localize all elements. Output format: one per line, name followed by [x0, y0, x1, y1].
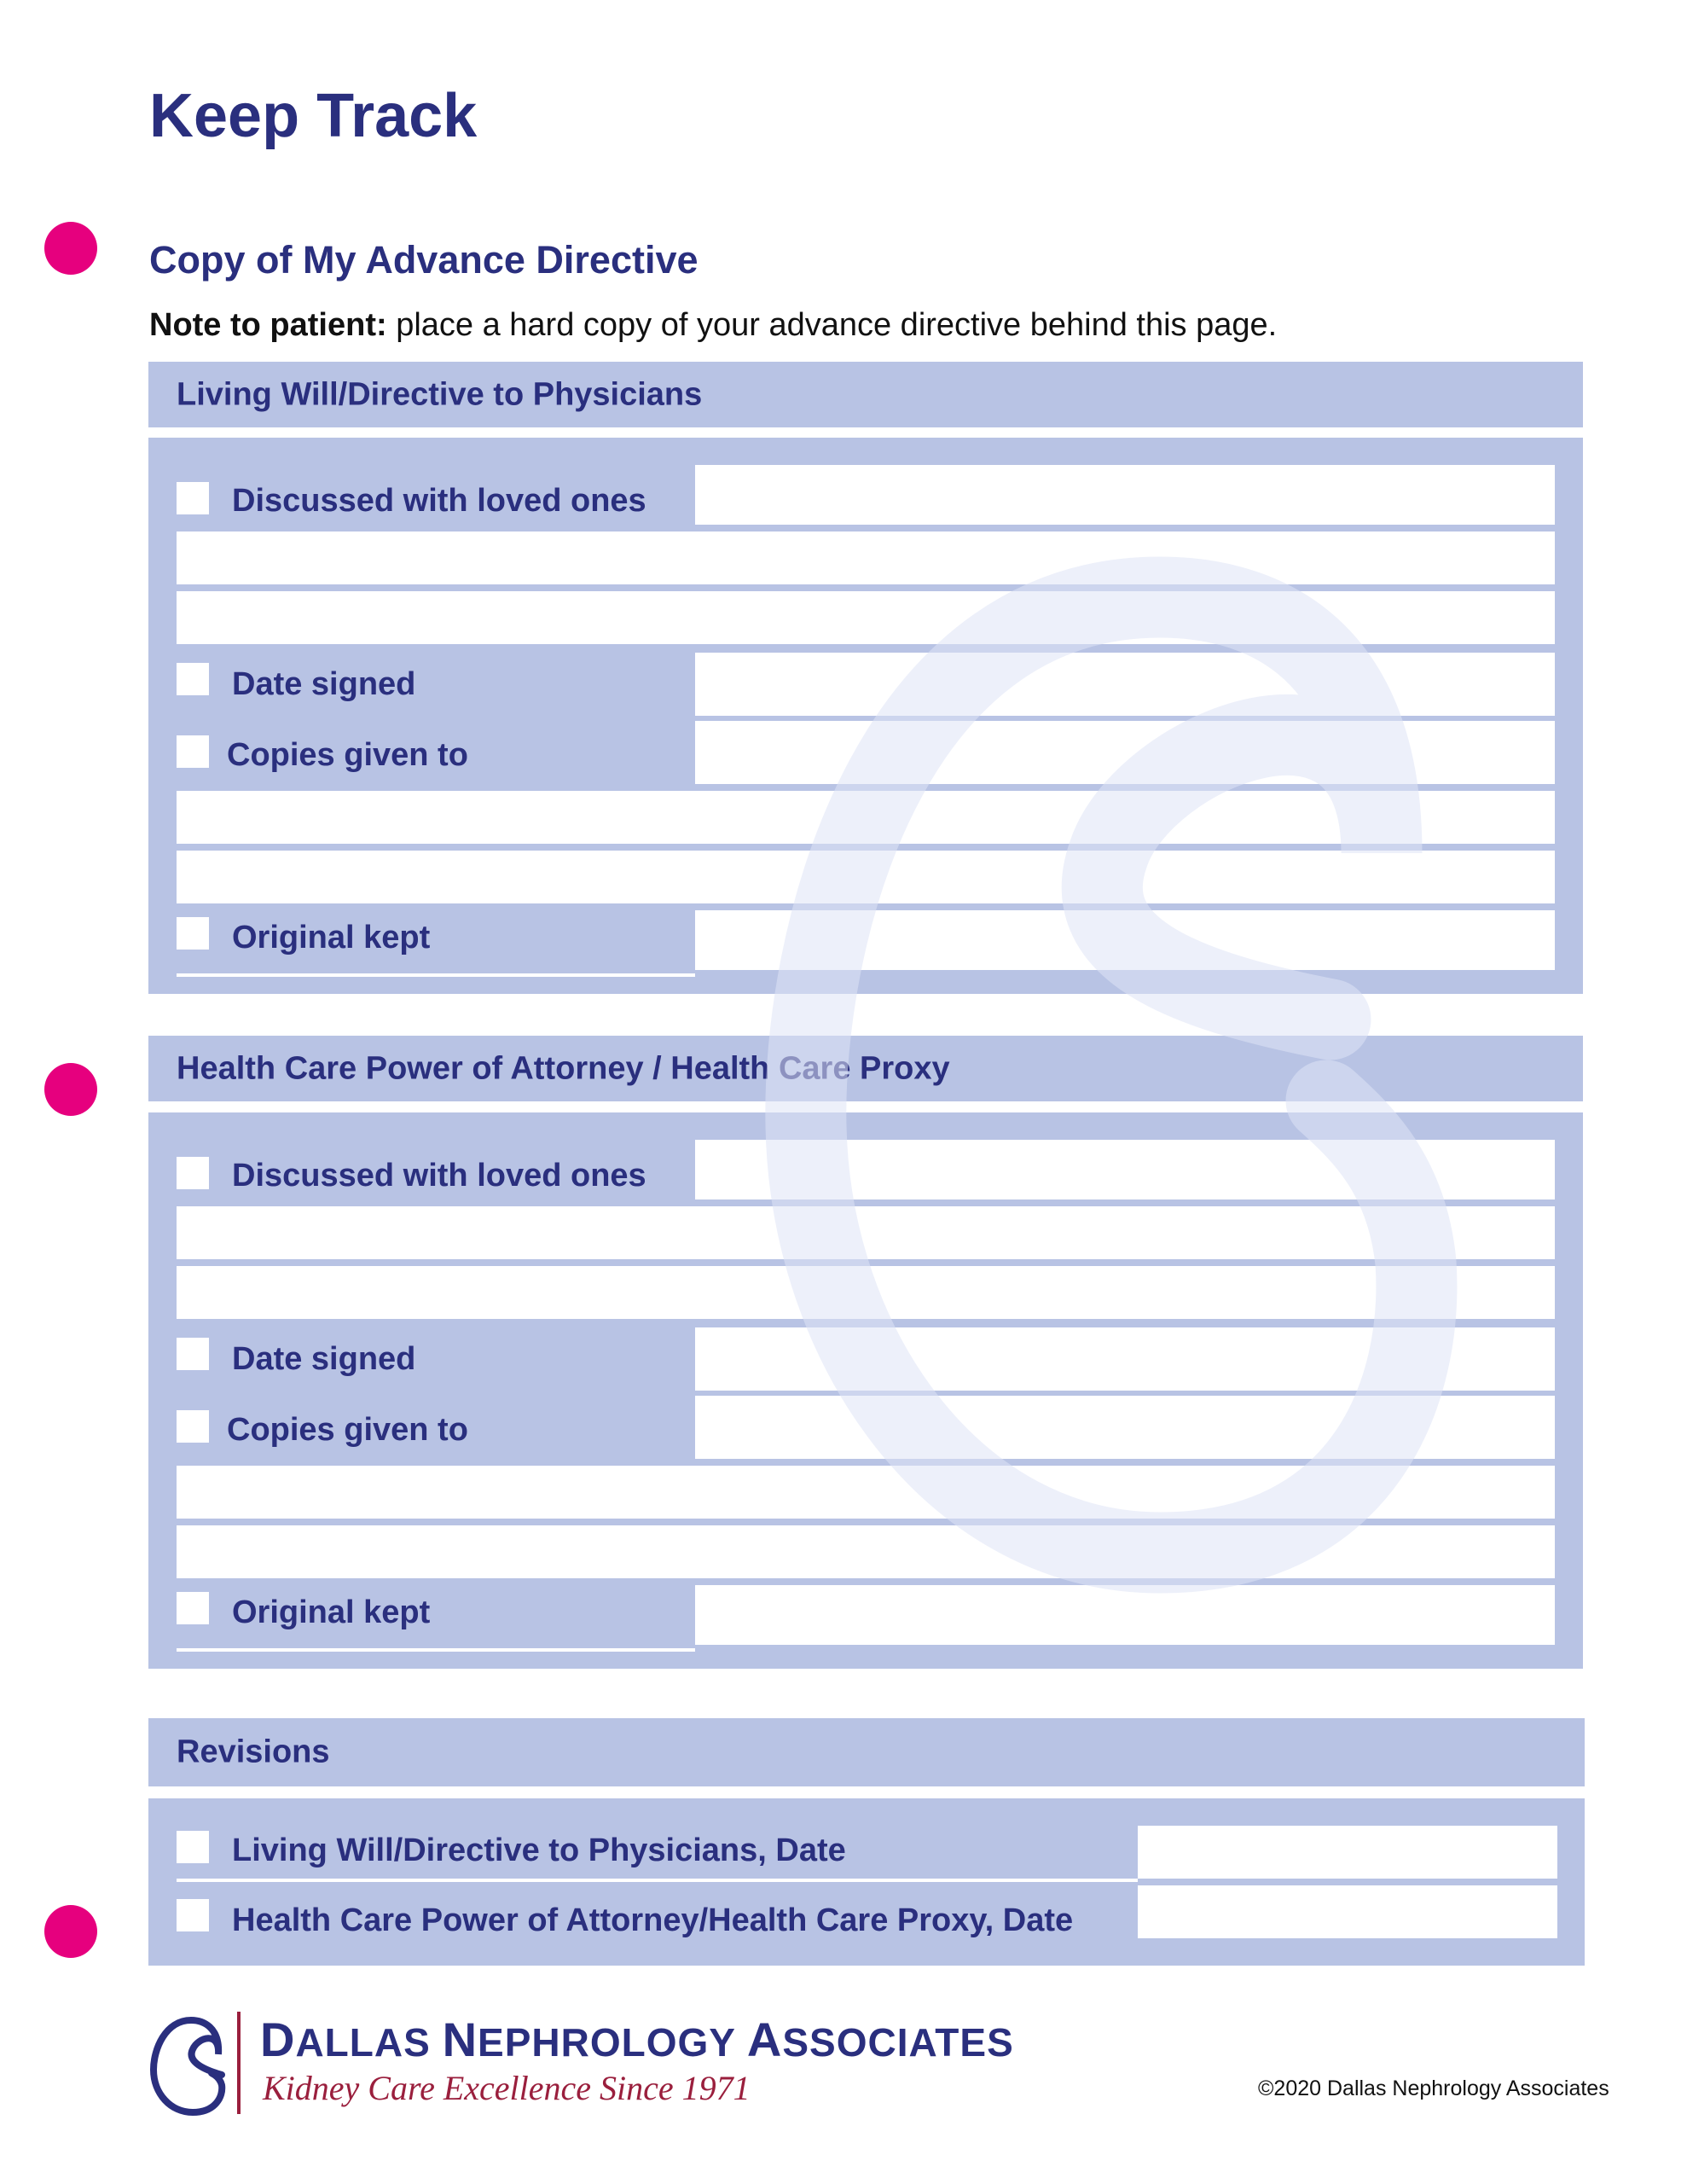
revision-living-will-label: Living Will/Directive to Physicians, Date	[232, 1833, 846, 1868]
copies-given-line-1[interactable]	[177, 791, 1555, 844]
patient-note	[149, 309, 1277, 341]
section-header-living-will	[148, 362, 1583, 427]
section-header-label: Living Will/Directive to Physicians	[177, 376, 703, 412]
organization-tagline: Kidney Care Excellence Since 1971	[263, 2069, 751, 2107]
copies-given-line-2[interactable]	[177, 1525, 1555, 1578]
discussed-notes-line-1[interactable]	[177, 1206, 1555, 1259]
discussed-field[interactable]	[695, 465, 1555, 525]
discussed-notes-line-2[interactable]	[177, 1266, 1555, 1319]
date-signed-checkbox[interactable]	[177, 663, 209, 695]
copies-given-field[interactable]	[695, 721, 1555, 784]
revision-living-will-date-field[interactable]	[1138, 1826, 1557, 1879]
copyright-notice: ©2020 Dallas Nephrology Associates	[1258, 2077, 1609, 2100]
discussed-label: Discussed with loved ones	[232, 483, 646, 519]
discussed-notes-line-1[interactable]	[177, 531, 1555, 584]
org-name-part-ssociates: SSOCIATES	[782, 2020, 1014, 2065]
revision-health-care-proxy-checkbox[interactable]	[177, 1899, 209, 1931]
punch-hole-bottom	[44, 1905, 97, 1958]
copies-given-line-2[interactable]	[177, 851, 1555, 903]
discussed-checkbox[interactable]	[177, 482, 209, 514]
revisions-panel	[148, 1798, 1585, 1966]
org-name-initial-a: A	[746, 2013, 783, 2066]
original-kept-underline	[177, 973, 695, 977]
original-kept-label: Original kept	[232, 920, 431, 956]
date-signed-label: Date signed	[232, 666, 416, 702]
date-signed-field[interactable]	[695, 653, 1555, 716]
copies-given-label: Copies given to	[227, 737, 468, 773]
org-name-part-ephrology: EPHROLOGY	[478, 2020, 747, 2065]
original-kept-underline	[177, 1648, 695, 1652]
dna-logo-icon	[147, 2015, 232, 2117]
note-text: place a hard copy of your advance directive behind this page.	[386, 307, 1278, 343]
org-name-initial-n: N	[442, 2013, 478, 2066]
section-header-label: Health Care Power of Attorney / Health Care Proxy	[177, 1050, 950, 1086]
organization-name	[260, 2013, 1014, 2066]
living-will-panel	[148, 438, 1583, 994]
copies-given-label: Copies given to	[227, 1412, 468, 1448]
original-kept-label: Original kept	[232, 1594, 431, 1630]
revision-health-care-proxy-date-field[interactable]	[1138, 1885, 1557, 1938]
org-name-part-allas: ALLAS	[295, 2020, 443, 2065]
revision-divider	[177, 1879, 1138, 1882]
page-title: Keep Track	[149, 82, 478, 150]
revision-health-care-proxy-label: Health Care Power of Attorney/Health Care Proxy, Date	[232, 1902, 1074, 1938]
health-care-proxy-panel	[148, 1112, 1583, 1669]
original-kept-field[interactable]	[695, 910, 1555, 970]
discussed-field[interactable]	[695, 1140, 1555, 1199]
original-kept-checkbox[interactable]	[177, 917, 209, 950]
punch-hole-top	[44, 222, 97, 275]
punch-hole-middle	[44, 1063, 97, 1116]
section-header-health-care-proxy	[148, 1036, 1583, 1101]
section-header-label: Revisions	[177, 1734, 330, 1770]
copies-given-field[interactable]	[695, 1396, 1555, 1459]
copies-given-checkbox[interactable]	[177, 1410, 209, 1443]
copies-given-checkbox[interactable]	[177, 735, 209, 768]
revision-living-will-checkbox[interactable]	[177, 1831, 209, 1863]
logo-divider	[237, 2012, 241, 2114]
section-subtitle: Copy of My Advance Directive	[149, 238, 699, 282]
note-label: Note to patient:	[149, 307, 387, 343]
discussed-label: Discussed with loved ones	[232, 1158, 646, 1194]
date-signed-label: Date signed	[232, 1341, 416, 1377]
discussed-checkbox[interactable]	[177, 1157, 209, 1189]
date-signed-checkbox[interactable]	[177, 1338, 209, 1370]
org-name-initial-d: D	[260, 2013, 296, 2066]
original-kept-field[interactable]	[695, 1585, 1555, 1645]
original-kept-checkbox[interactable]	[177, 1592, 209, 1624]
copies-given-line-1[interactable]	[177, 1466, 1555, 1519]
discussed-notes-line-2[interactable]	[177, 591, 1555, 644]
date-signed-field[interactable]	[695, 1327, 1555, 1391]
section-header-revisions	[148, 1718, 1585, 1786]
